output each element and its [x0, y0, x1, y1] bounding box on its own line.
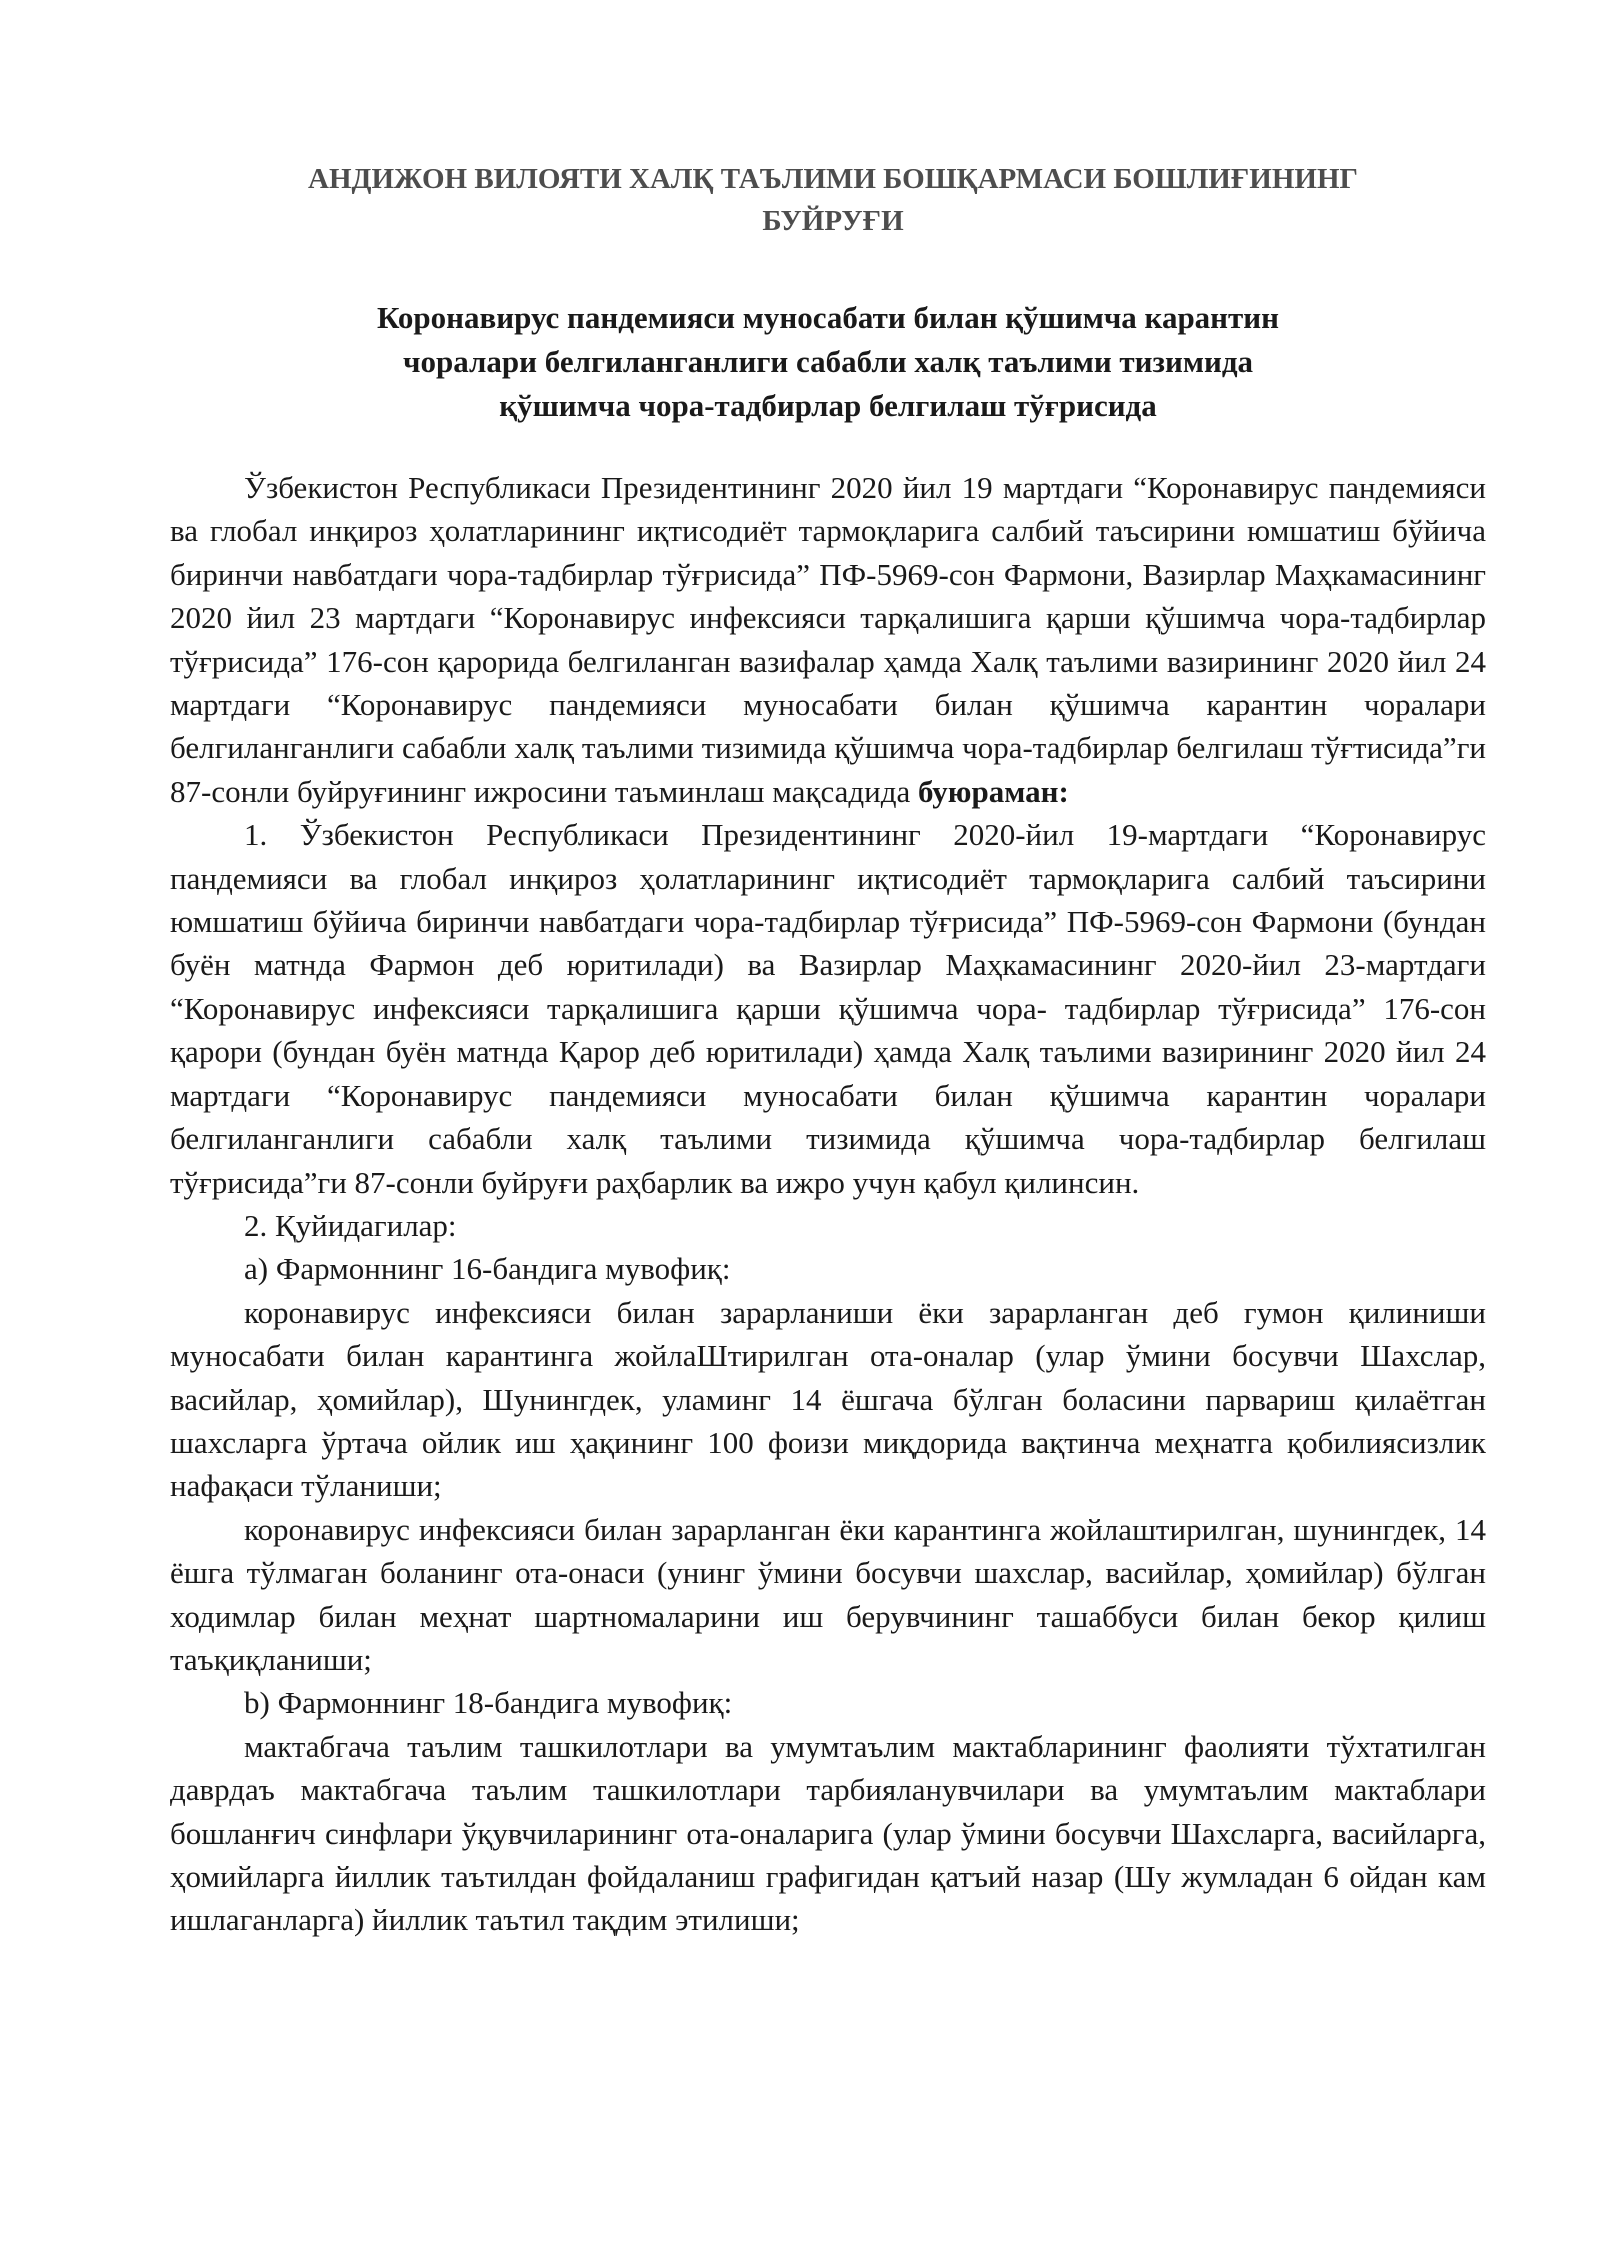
intro-paragraph — [170, 466, 1486, 813]
intro-text: Ўзбекистон Республикаси Президентининг 2020 йил 19 мартдаги “Коронавирус пандемияси ва глобал инқироз ҳолатларининг иқтисодиёт тармоқларига салбий таъсирини юмшатиш бўйича биринчи навбатдаги чора-тадбирлар тўғрисида” ПФ-5969-сон Фармони, Вазирлар Маҳкамасининг 2020 йил 23 мартдаги “Коронавирус инфексияси тарқалишига қарши қўшимча чора-тадбирлар тўғрисида” 176-сон қарорида белгиланган вазифалар ҳамда Халқ таълими вазирининг 2020 йил 24 мартдаги “Коронавирус пандемияси муносабати билан қўшимча карантин чоралари белгиланганлиги сабабли халқ таълими тизимида қўшимча чора-тадбирлар белгилаш тўғтисида”ги 87-сонли буйруғининг ижросини таъминлаш мақсадида — [170, 470, 1486, 809]
item-a-paragraph: a) Фармоннинг 16-бандига мувофиқ: — [244, 1251, 731, 1287]
subtitle-line-2: чоралари белгиланганлиги сабабли халқ таълими тизимида — [402, 344, 1254, 379]
item-a-paragraph-1: коронавирус инфексияси билан зарарланиши ёки зарарланган деб гумон қилиниши муносабати билан карантинга жойлаШтирилган ота-оналар (улар ўмини босувчи Шахслар, васийлар, ҳомийлар), Шунингдек, уламинг 14 ёшгача бўлган боласини парвариш қилаётган шахсларга ўртача ойлик иш ҳақининг 100 фоизи миқдорида вақтинча меҳнатга қобилиясизлик нафақаси тўланиши; — [170, 1294, 1486, 1504]
header-line-2: БУЙРУҒИ — [762, 205, 904, 237]
document-subtitle — [170, 296, 1486, 428]
document-body — [170, 466, 1486, 1942]
intro-bold-text: буюраман: — [917, 773, 1069, 809]
item-2-paragraph: 2. Қуйидагилар: — [244, 1207, 457, 1243]
header-line-1: АНДИЖОН ВИЛОЯТИ ХАЛҚ ТАЪЛИМИ БОШҚАРМАСИ БОШЛИҒИНИНГ — [308, 163, 1358, 195]
item-b-paragraph-1: мактабгача таълим ташкилотлари ва умумтаълим мактабларининг фаолияти тўхтатилган даврдаъ мактабгача таълим ташкилотлари тарбияланувчилари ва умумтаълим мактаблари бошланғич синфлари ўқувчиларининг ота-оналарига (улар ўмини босувчи Шахсларга, васийларга, ҳомийларга йиллик таътилдан фойдаланиш графигидан қатъий назар (Шу жумладан 6 ойдан кам ишлаганларга) йиллик таътил тақдим этилиши; — [170, 1728, 1486, 1938]
item-a-paragraph-2: коронавирус инфексияси билан зарарланган ёки карантинга жойлаштирилган, шунингдек, 14 ёшга тўлмаган боланинг ота-онаси (унинг ўмини босувчи шахслар, васийлар, ҳомийлар) бўлган ходимлар билан меҳнат шартномаларини иш берувчининг ташаббуси билан бекор қилиш таъқиқланиши; — [170, 1511, 1486, 1677]
item-b-paragraph: b) Фармоннинг 18-бандига мувофиқ: — [244, 1685, 733, 1721]
item-1-paragraph: 1. Ўзбекистон Республикаси Президентининг 2020-йил 19-мартдаги “Коронавирус пандемияси ва глобал инқироз ҳолатларининг иқтисодиёт тармоқларига салбий таъсирини юмшатиш бўйича биринчи навбатдаги чора-тадбирлар тўғрисида” ПФ-5969-сон Фармони (бундан буён матнда Фармон деб юритилади) ва Вазирлар Маҳкамасининг 2020-йил 23-мартдаги “Коронавирус инфексияси тарқалишига қарши қўшимча чора- тадбирлар тўғрисида” 176-сон қарори (бундан буён матнда Қарор деб юритилади) ҳамда Халқ таълими вазирининг 2020 йил 24 мартдаги “Коронавирус пандемияси муносабати билан қўшимча карантин чоралари белгиланганлиги сабабли халқ таълими тизимида қўшимча чора-тадбирлар белгилаш тўғрисида”ги 87-сонли буйруғи раҳбарлик ва ижро учун қабул қилинсин. — [170, 817, 1486, 1200]
document-header — [170, 158, 1486, 242]
subtitle-line-3: қўшимча чора-тадбирлар белгилаш тўғрисида — [499, 388, 1157, 423]
subtitle-line-1: Коронавирус пандемияси муносабати билан қўшимча карантин — [376, 300, 1279, 335]
